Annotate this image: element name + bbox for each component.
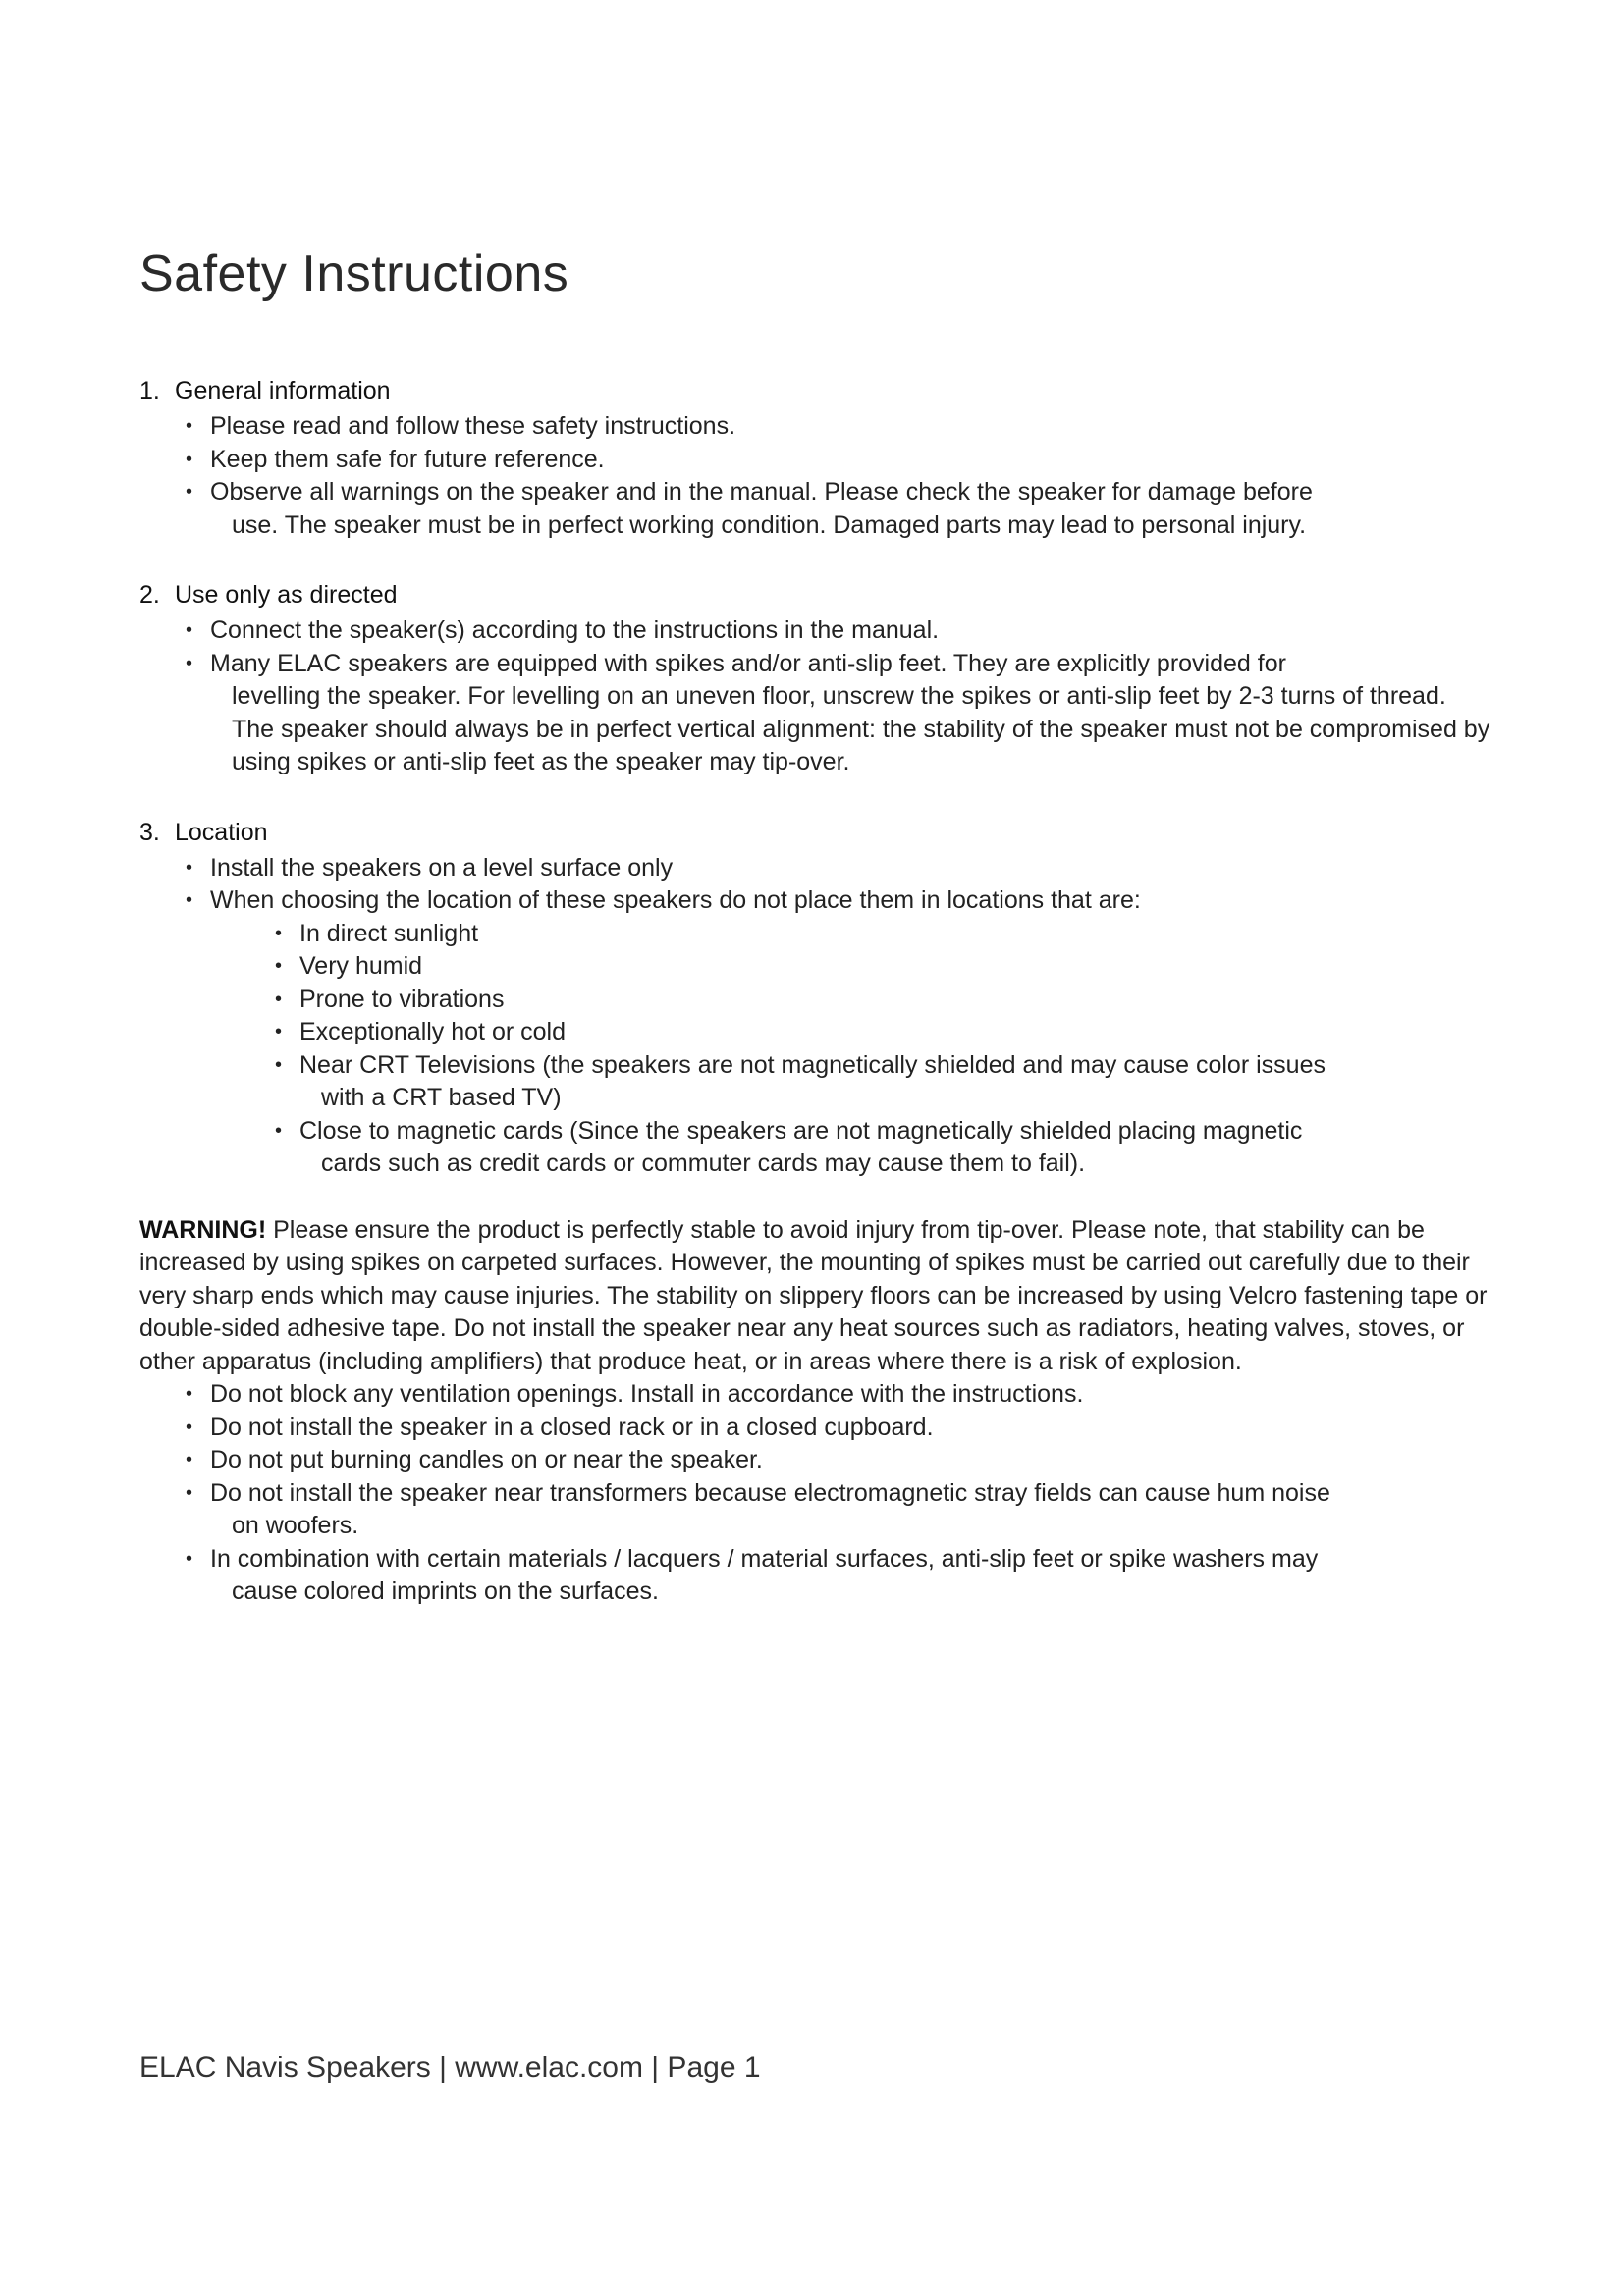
sub-list-item: • Close to magnetic cards (Since the speakers are not magnetically shielded placing magnetic cards such as credit cards or commuter cards may cause them to fail).: [139, 1115, 1494, 1181]
warning-bullet-list: [139, 1378, 1494, 1609]
list-item: • Do not install the speaker in a closed rack or in a closed cupboard.: [139, 1412, 1494, 1445]
section-title: Use only as directed: [175, 581, 398, 609]
sub-list-item: • Exceptionally hot or cold: [139, 1016, 1494, 1049]
section-title: General information: [175, 377, 391, 404]
list-item: • Do not install the speaker near transformers because electromagnetic stray fields can cause hum noise on woofers.: [139, 1477, 1494, 1543]
section-heading: [139, 371, 1494, 410]
section-use-as-directed: [139, 575, 1494, 779]
warning-label: WARNING!: [139, 1215, 267, 1244]
list-item: • Do not block any ventilation openings. Install in accordance with the instructions.: [139, 1378, 1494, 1412]
bullet-list: [139, 410, 1494, 542]
section-heading: [139, 575, 1494, 614]
warning-block: [139, 1214, 1494, 1609]
bullet-list: [139, 614, 1494, 779]
sub-list-item: • Very humid: [139, 950, 1494, 984]
sub-list-item: • Near CRT Televisions (the speakers are not magnetically shielded and may cause color issues with a CRT based TV): [139, 1049, 1494, 1115]
list-item: • Please read and follow these safety instructions.: [139, 410, 1494, 444]
page-title: Safety Instructions: [139, 245, 569, 302]
section-number: 3.: [139, 818, 160, 846]
list-item: • Do not put burning candles on or near the speaker.: [139, 1444, 1494, 1477]
warning-text: Please ensure the product is perfectly stable to avoid injury from tip-over. Please note, that stability can be increased by using spikes on carpeted surfaces. However, the mounting of spikes must be carried out carefully due to their very sharp ends which may cause injuries. The stability on slippery floors can be increased by using Velcro fastening tape or double-sided adhesive tape. Do not install the speaker near any heat sources such as radiators, heating valves, stoves, or other apparatus (including amplifiers) that produce heat, or in areas where there is a risk of explosion.: [139, 1215, 1488, 1375]
list-item: • In combination with certain materials / lacquers / material surfaces, anti-slip feet or spike washers may cause colored imprints on the surfaces.: [139, 1543, 1494, 1609]
warning-paragraph: [139, 1214, 1494, 1379]
section-number: 1.: [139, 377, 160, 404]
section-number: 2.: [139, 581, 160, 609]
list-item: • Install the speakers on a level surface only: [139, 852, 1494, 885]
sub-list-item: • In direct sunlight: [139, 918, 1494, 951]
section-title: Location: [175, 818, 268, 846]
sub-list-item: • Prone to vibrations: [139, 984, 1494, 1017]
document-body: [139, 371, 1494, 1609]
sub-bullet-list: [139, 918, 1494, 1181]
section-general-information: [139, 371, 1494, 542]
page-footer: ELAC Navis Speakers | www.elac.com | Page 1: [139, 2052, 761, 2084]
list-item: • Many ELAC speakers are equipped with spikes and/or anti-slip feet. They are explicitly provided for levelling the speaker. For levelling on an uneven floor, unscrew the spikes or anti-slip feet by 2-3 turns of thread. The speaker should always be in perfect vertical alignment: the stability of the speaker must not be compromised by using spikes or anti-slip feet as the speaker may tip-over.: [139, 648, 1494, 779]
list-item: • Connect the speaker(s) according to the instructions in the manual.: [139, 614, 1494, 648]
list-item: • Observe all warnings on the speaker and in the manual. Please check the speaker for damage before use. The speaker must be in perfect working condition. Damaged parts may lead to personal injury.: [139, 476, 1494, 542]
list-item: • When choosing the location of these speakers do not place them in locations that are:: [139, 884, 1494, 918]
list-item: • Keep them safe for future reference.: [139, 444, 1494, 477]
section-heading: [139, 813, 1494, 852]
bullet-list: [139, 852, 1494, 918]
section-location: [139, 813, 1494, 1181]
